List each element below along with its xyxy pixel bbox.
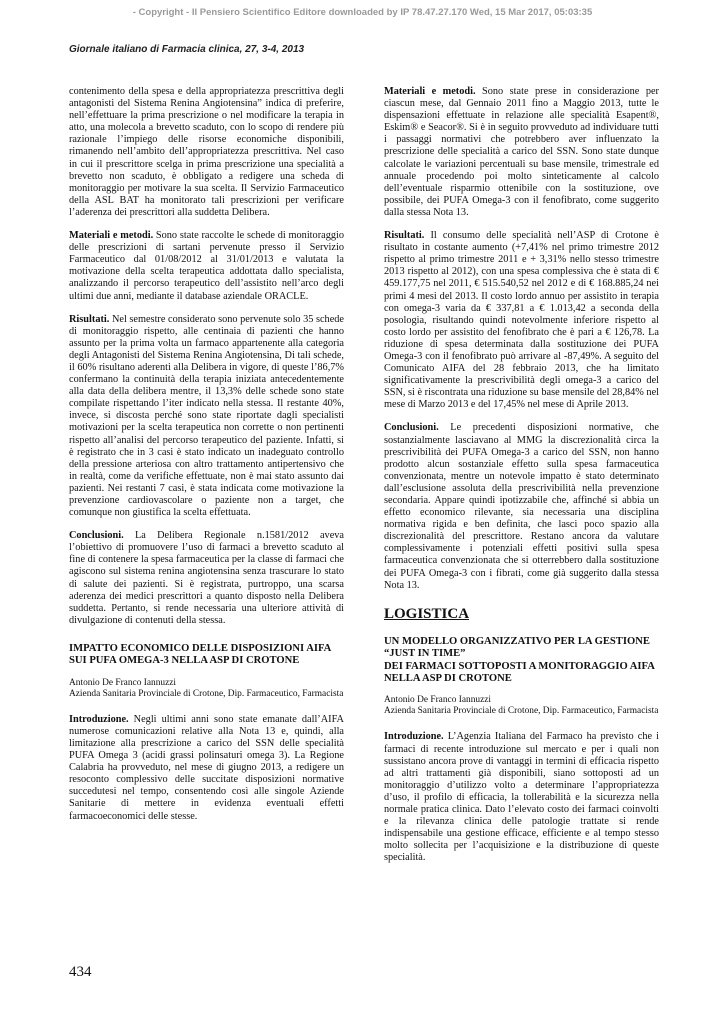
intro-text-right: L’Agenzia Italiana del Farmaco ha previsto che i farmaci di recente introduzione sul mercato e per i quali non sussistano ancora prove di vantaggi in termini di efficacia rispetto ad altri trattamenti già disponibili, siano sottoposti ad un monitoraggio d’utilizzo volto a determinare l’appropriatezza d’uso, il profilo di efficacia, la tollerabilità e la sicurezza nella normale pratica clinica. Dato l’elevato costo dei farmaci coinvolti e la rilevanza clinica delle patologie trattate si rende indispensabile una gestione efficace, efficiente e al tempo stesso molto sollecita per l’acquisizione e la distribuzione di queste specialità. (384, 731, 659, 864)
intro-paragraph (69, 714, 344, 823)
results-label-right: Risultati. (384, 230, 425, 242)
methods-paragraph-right (384, 86, 659, 219)
author-affiliation-right: Azienda Sanitaria Provinciale di Crotone, Dip. Farmaceutico, Farmacista (384, 706, 659, 717)
conclusions-paragraph (69, 530, 344, 627)
author-block (69, 678, 344, 700)
author-affiliation: Azienda Sanitaria Provinciale di Crotone, Dip. Farmaceutico, Farmacista (69, 688, 344, 699)
article-title-omega3: IMPATTO ECONOMICO DELLE DISPOSIZIONI AIFA SUI PUFA OMEGA-3 NELLA ASP DI CROTONE (69, 642, 331, 667)
conclusions-text: La Delibera Regionale n.1581/2012 aveva l’obiettivo di promuovere l’uso di farmaci a brevetto scaduto al fine di contenere la spesa farmaceutica per la classe di farmaci che agiscono sul sistema renina angiotensina senza trascurare lo stato di salute dei pazienti. Si è registrata, purtroppo, una scarsa aderenza dei medici prescrittori a quanto disposto nella Delibera suddetta. Pertanto, si rende necessaria una ulteriore attività di divulgazione di contenuti della stessa. (69, 530, 344, 626)
results-paragraph (69, 314, 344, 520)
intro-continuation: contenimento della spesa e della appropriatezza prescrittiva degli antagonisti del Sistema Renina Angiotensina” indica di preferire, nell’effettuare la prima prescrizione o nel modificare la terapia in atto, una molecola a brevetto scaduto, con lo scopo di rendere più razionale l’impiego delle risorse economiche disponibili, rimanendo nell’ambito dell’appropriatezza prescrittiva. Nel caso in cui il prescrittore scelga in prima prescrizione una specialità a brevetto non scaduto, è obbligato a redigere una scheda di monitoraggio per motivare la sua scelta. Il Servizio Farmaceutico della ASL BAT ha monitorato tali prescrizioni per verificare l’aderenza dei prescrittori alla suddetta Delibera. (69, 86, 344, 218)
author-name-right: Antonio De Franco Iannuzzi (384, 695, 491, 706)
methods-paragraph (69, 230, 344, 303)
results-label: Risultati. (69, 313, 110, 325)
author-name: Antonio De Franco Iannuzzi (69, 677, 176, 688)
page-number: 434 (69, 964, 92, 980)
results-text: Nel semestre considerato sono pervenute solo 35 schede di monitoraggio rispetto, alle centinaia di pazienti che hanno assunto per la prima volta un farmaco appartenente alla categoria degli Antagonisti del Sistema Renina Angiotensina, Di tali schede, il 60% risultano aderenti alla Delibera in vigore, di queste l’86,7% confermano la continuità della terapia iniziata antecedentemente alla data della delibera mentre, il 13,3% delle schede sono state compilate rispettando l’iter indicato nella stessa. Il restante 40%, invece, si discosta perché sono state riportate dagli specialisti motivazioni per la scelta terapeutica non corrette o non pertinenti rispetto all’analisi del percorso terapeutico del paziente. Infatti, si è registrato che in 3 casi è stato indicato un inadeguato controllo della pressione arteriosa con altro trattamento antipertensivo che in realtà, come da verifiche effettuate, non è mai stato assunto dai pazienti. Nei restanti 7 casi, è stata indicata come motivazione la prevenzione cardiovascolare o paziente non a target, che comunque non giustifica la scelta effettuata. (69, 313, 344, 519)
methods-text: Sono state raccolte le schede di monitoraggio delle prescrizioni di sartani pervenute presso il Servizio Farmaceutico dal 01/08/2012 al 31/01/2013 e valutata la motivazione della scelta terapeutica addottata dallo specialista, analizzando il percorso terapeutico dell’assistito nell’arco degli ultimi due anni, mediante il database aziendale ORACLE. (69, 230, 344, 302)
article-title-line-2: DEI FARMACI SOTTOPOSTI A MONITORAGGIO AIFA NELLA ASP DI CROTONE (384, 660, 655, 685)
conclusions-label: Conclusioni. (69, 530, 124, 542)
methods-text-right: Sono state prese in considerazione per ciascun mese, dal Gennaio 2011 fino a Maggio 2013, tutte le dispensazioni effettuate in relazione alle specialità Esapent®, Eskim® e Seacor®. Si è in seguito provveduto ad individuare tutti i passaggi normativi che potrebbero aver influenzato la prescrizione delle specialità a carico del SSN. Sono state dunque calcolate le variazioni percentuali su base mensile, trimestrale ed annuale procedendo poi molto sinteticamente al calcolo dell’eventuale risparmio ottenibile con la sostituzione, ove possibile, dei PUFA Omega-3 con il fenofibrato, come suggerito dalla stessa Nota 13. (384, 86, 659, 218)
article-title-line-1: UN MODELLO ORGANIZZATIVO PER LA GESTIONE “JUST IN TIME” (384, 635, 650, 660)
left-column (69, 86, 344, 834)
right-column (384, 86, 659, 876)
intro-paragraph-right (384, 731, 659, 864)
methods-label-right: Materiali e metodi. (384, 86, 476, 97)
author-block-right (384, 695, 659, 717)
results-paragraph-right (384, 230, 659, 411)
section-heading-logistica: LOGISTICA (384, 605, 470, 622)
conclusions-paragraph-right (384, 422, 659, 591)
copyright-notice: - Copyright - Il Pensiero Scientifico Editore downloaded by IP 78.47.27.170 Wed, 15 Mar 2017, 05:03:35 (132, 7, 593, 18)
journal-citation: Giornale italiano di Farmacia clinica, 27, 3-4, 2013 (69, 44, 305, 55)
intro-label-right: Introduzione. (384, 731, 444, 743)
intro-text: Negli ultimi anni sono state emanate dall’AIFA numerose comunicazioni relative alla Nota 13 e, quindi, alla limitazione alla prescrizione a carico del SSN delle specialità PUFA Omega 3 (acidi grassi polinsaturi omega 3). La Regione Calabria ha provveduto, nel mese di giugno 2013, a redigere un resoconto complessivo delle succitate disposizioni normative succedutesi nel tempo, consentendo così alle singole Aziende Sanitarie di mettere in evidenza eventuali effetti farmacoeconomici delle stesse. (69, 713, 344, 822)
conclusions-text-right: Le precedenti disposizioni normative, che sostanzialmente lasciavano al MMG la discrezionalità circa la prescrivibilità dei PUFA Omega-3 a carico del SSN, non hanno prodotto alcun sostanziale effetto sulla spesa farmaceutica convenzionata, mentre un notevole impatto è stato determinato dall’esclusione assoluta della prescrivibilità nella prevenzione secondaria. Appare quindi ipotizzabile che, affinché si abbia un effetto economico rilevante, sia necessaria una disciplina normativa rigida e ben definita, che lasci poco spazio alla discrezionalità del prescrittore. Restano ancora da valutare complessivamente i potenziali effetti positivi sulla spesa farmaceutica convenzionata che si otterrebbero dalla sostituzione dei PUFA Omega-3 con i fibrati, come già suggerito dalla stessa Nota 13. (384, 422, 659, 591)
intro-label: Introduzione. (69, 713, 129, 725)
methods-label: Materiali e metodi. (69, 230, 154, 242)
results-text-right: Il consumo delle specialità nell’ASP di Crotone è risultato in costante aumento (+7,41% nel primo trimestre 2012 rispetto al primo trimestre 2011 e + 3,31% nello stesso trimestre 2013 rispetto al 2012), con una spesa complessiva che è stata di € 459.177,75 nel 2011, € 515.540,52 nel 2012 e di € 168.885,24 nei primi 4 mesi del 2013. Il costo lordo annuo per assistito in terapia con omega-3 varia da € 337,81 a € 1.013,42 a seconda della posologia, risultando quindi notevolmente inferiore rispetto al costo lordo per assistito del fenofibrato che è pari a € 126,78. La riduzione di spesa determinata dalla sostituzione dei PUFA Omega-3 con il fenofibrato può arrivare al -87,49%. A seguito del Comunicato AIFA del 28 febbraio 2013, che ha limitato significativamente la prescrivibilità degli omega-3 a carico del SSN, si è riscontrata una riduzione su base mensile del 28,84% nel mese di Marzo 2013 e del 17,45% nel mese di Aprile 2013. (384, 230, 659, 411)
article-title-logistica (384, 636, 659, 686)
conclusions-label-right: Conclusioni. (384, 422, 439, 434)
